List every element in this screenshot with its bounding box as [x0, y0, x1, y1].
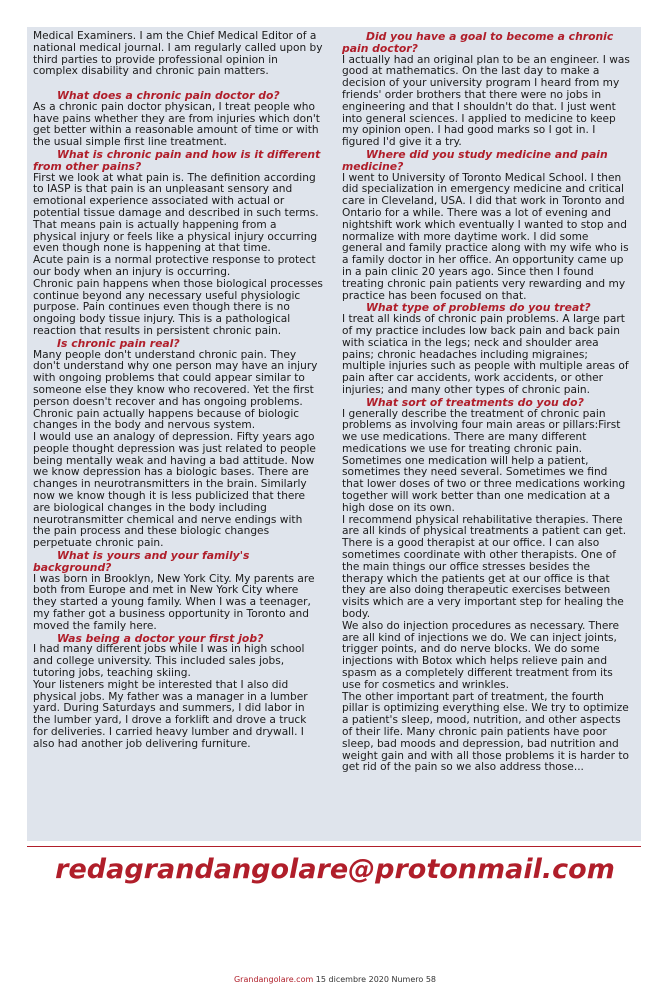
answer-paragraph: Medical Examiners. I am the Chief Medical Editor of a national medical journal. I am regularly called upon by third parties to provide professional opinion in complex disability and chronic pain matters.: [33, 30, 323, 78]
answer-paragraph: I treat all kinds of chronic pain problems. A large part of my practice includes low back pain and back pain with sciatica in the legs; neck and shoulder area pains; chronic headaches including migraines; multiple injuries such as people with multiple areas of pain after car accidents, work accidents, or other injuries; and many other types of chronic pain.: [342, 313, 629, 396]
question-heading: Was being a doctor your first job?: [57, 631, 264, 645]
answer-paragraph: We also do injection procedures as necessary. There are all kind of injections we do. We can inject joints, trigger points, and do nerve blocks. We do some injections with Botox which helps relieve pain and spasm as a completely different treatment from its use for cosmetics and wrinkles.: [342, 619, 620, 691]
question-heading: What sort of treatments do you do?: [366, 395, 584, 409]
question-heading: What is chronic pain and how is it different from other pains?: [33, 147, 321, 173]
answer-paragraph: Chronic pain happens when those biological processes continue beyond any necessary useful physiologic purpose. Pain continues even though there is no ongoing body tissue injury. This is a pathological reaction that results in persistent chronic pain.: [33, 277, 323, 337]
question-heading: What does a chronic pain doctor do?: [57, 88, 280, 102]
answer-paragraph: Many people don't understand chronic pain. They don't understand why one person may have an injury with ongoing problems that could appear similar to someone else they know who recovered. Yet the first person doesn't recover and has ongoing problems. Chronic pain actually happens because of biologic changes in the body and nervous system.: [33, 348, 318, 432]
answer-paragraph: As a chronic pain doctor physican, I treat people who have pains whether they are from injuries which don't get better within a reasonable amount of time or with the usual simple first line treatment.: [33, 100, 320, 149]
article-column-left: [33, 31, 323, 751]
footer-site[interactable]: Grandangolare.com: [233, 975, 314, 984]
question-heading: What type of problems do you treat?: [366, 301, 591, 315]
contact-email[interactable]: redagrandangolare@protonmail.com: [55, 854, 615, 885]
answer-paragraph: That means pain is actually happening from a physical injury or feels like a physical injury occurring even though none is happening at that time.: [33, 218, 318, 255]
question-heading: Where did you study medicine and pain medicine?: [342, 147, 608, 173]
article-column-right: [342, 31, 632, 774]
footer-issue: 15 dicembre 2020 Numero 58: [313, 975, 437, 984]
answer-paragraph: I would use an analogy of depression. Fifty years ago people thought depression was just related to people being mentally weak and having a bad attitude. Now we know depression has a biologic bases. There are changes in neurotransmitters in the brain. Similarly now we know though it is less publicized that there are biological changes in the body including neurotransmitter chemical and nerve endings with the pain process and these biologic changes perpetuate chronic pain.: [33, 431, 316, 550]
question-heading: What is yours and your family's background?: [33, 549, 250, 574]
answer-paragraph: I generally describe the treatment of chronic pain problems as involving four main areas or pillars:First we use medications. There are many different medications we use for treating chronic pain. Sometimes one medication will help a patient, sometimes they need several. Sometimes we find that lower doses of two or three medications working together will work better than one medication at a high dose on its own.: [342, 407, 626, 514]
answer-paragraph: I recommend physical rehabilitative therapies. There are all kinds of physical treatments a patient can get. There is a good therapist at our office. I can also sometimes coordinate with other therapists. One of the main things our office stresses besides the therapy which the patients get at our office is that they are also doing therapeutic exercises between visits which are a very important step for healing the body.: [342, 513, 627, 621]
answer-paragraph: The other important part of treatment, the fourth pillar is optimizing everything else. We try to optimize a patient's sleep, mood, nutrition, and other aspects of their life. Many chronic pain patients have poor sleep, bad moods and depression, bad nutrition and weight gain and with all those problems it is harder to get rid of the pain so we also address those...: [342, 690, 629, 774]
question-heading: Did you have a goal to become a chronic pain doctor?: [342, 30, 614, 55]
answer-paragraph: Acute pain is a normal protective response to protect our body when an injury is occurring.: [33, 254, 316, 278]
answer-paragraph: I had many different jobs while I was in high school and college university. This included sales jobs, tutoring jobs, teaching skiing.: [33, 643, 305, 680]
divider-rule: [27, 846, 641, 847]
answer-paragraph: I went to University of Toronto Medical School. I then did specialization in emergency medicine and critical care in Cleveland, USA. I did that work in Toronto and Ontario for a while. There was a lot of evening and nightshift work which eventually I wanted to stop and normalize with more daytime work. I did some general and family practice along with my wife who is a family doctor in her office. An opportunity came up in a pain clinic 20 years ago. Since then I found treating chronic pain patients very rewarding and my practice has been focused on that.: [342, 171, 629, 302]
answer-paragraph: First we look at what pain is. The definition according to IASP is that pain is an unpleasant sensory and emotional experience associated with actual or potential tissue damage and described in such terms.: [33, 171, 319, 219]
answer-paragraph: Your listeners might be interested that I also did physical jobs. My father was a manager in a lumber yard. During Saturdays and summers, I did labor in the lumber yard, I drove a forklift and drove a truck for deliveries. I carried heavy lumber and drywall. I also had another job delivering furniture.: [33, 678, 308, 750]
question-heading: Is chronic pain real?: [57, 336, 180, 350]
answer-paragraph: I actually had an original plan to be an engineer. I was good at mathematics. On the last day to make a decision of your university program I heard from my friends' order brothers that there were no jobs in engineering and that I shouldn't do that. I just went into general sciences. I applied to medicine to keep my opinion open. I had good marks so I got in. I figured I'd give it a try.: [342, 53, 630, 149]
answer-paragraph: I was born in Brooklyn, New York City. My parents are both from Europe and met in New York City where they started a young family. When I was a teenager, my father got a business opportunity in Toronto and moved the family here.: [33, 572, 315, 632]
page-footer: [0, 975, 670, 984]
